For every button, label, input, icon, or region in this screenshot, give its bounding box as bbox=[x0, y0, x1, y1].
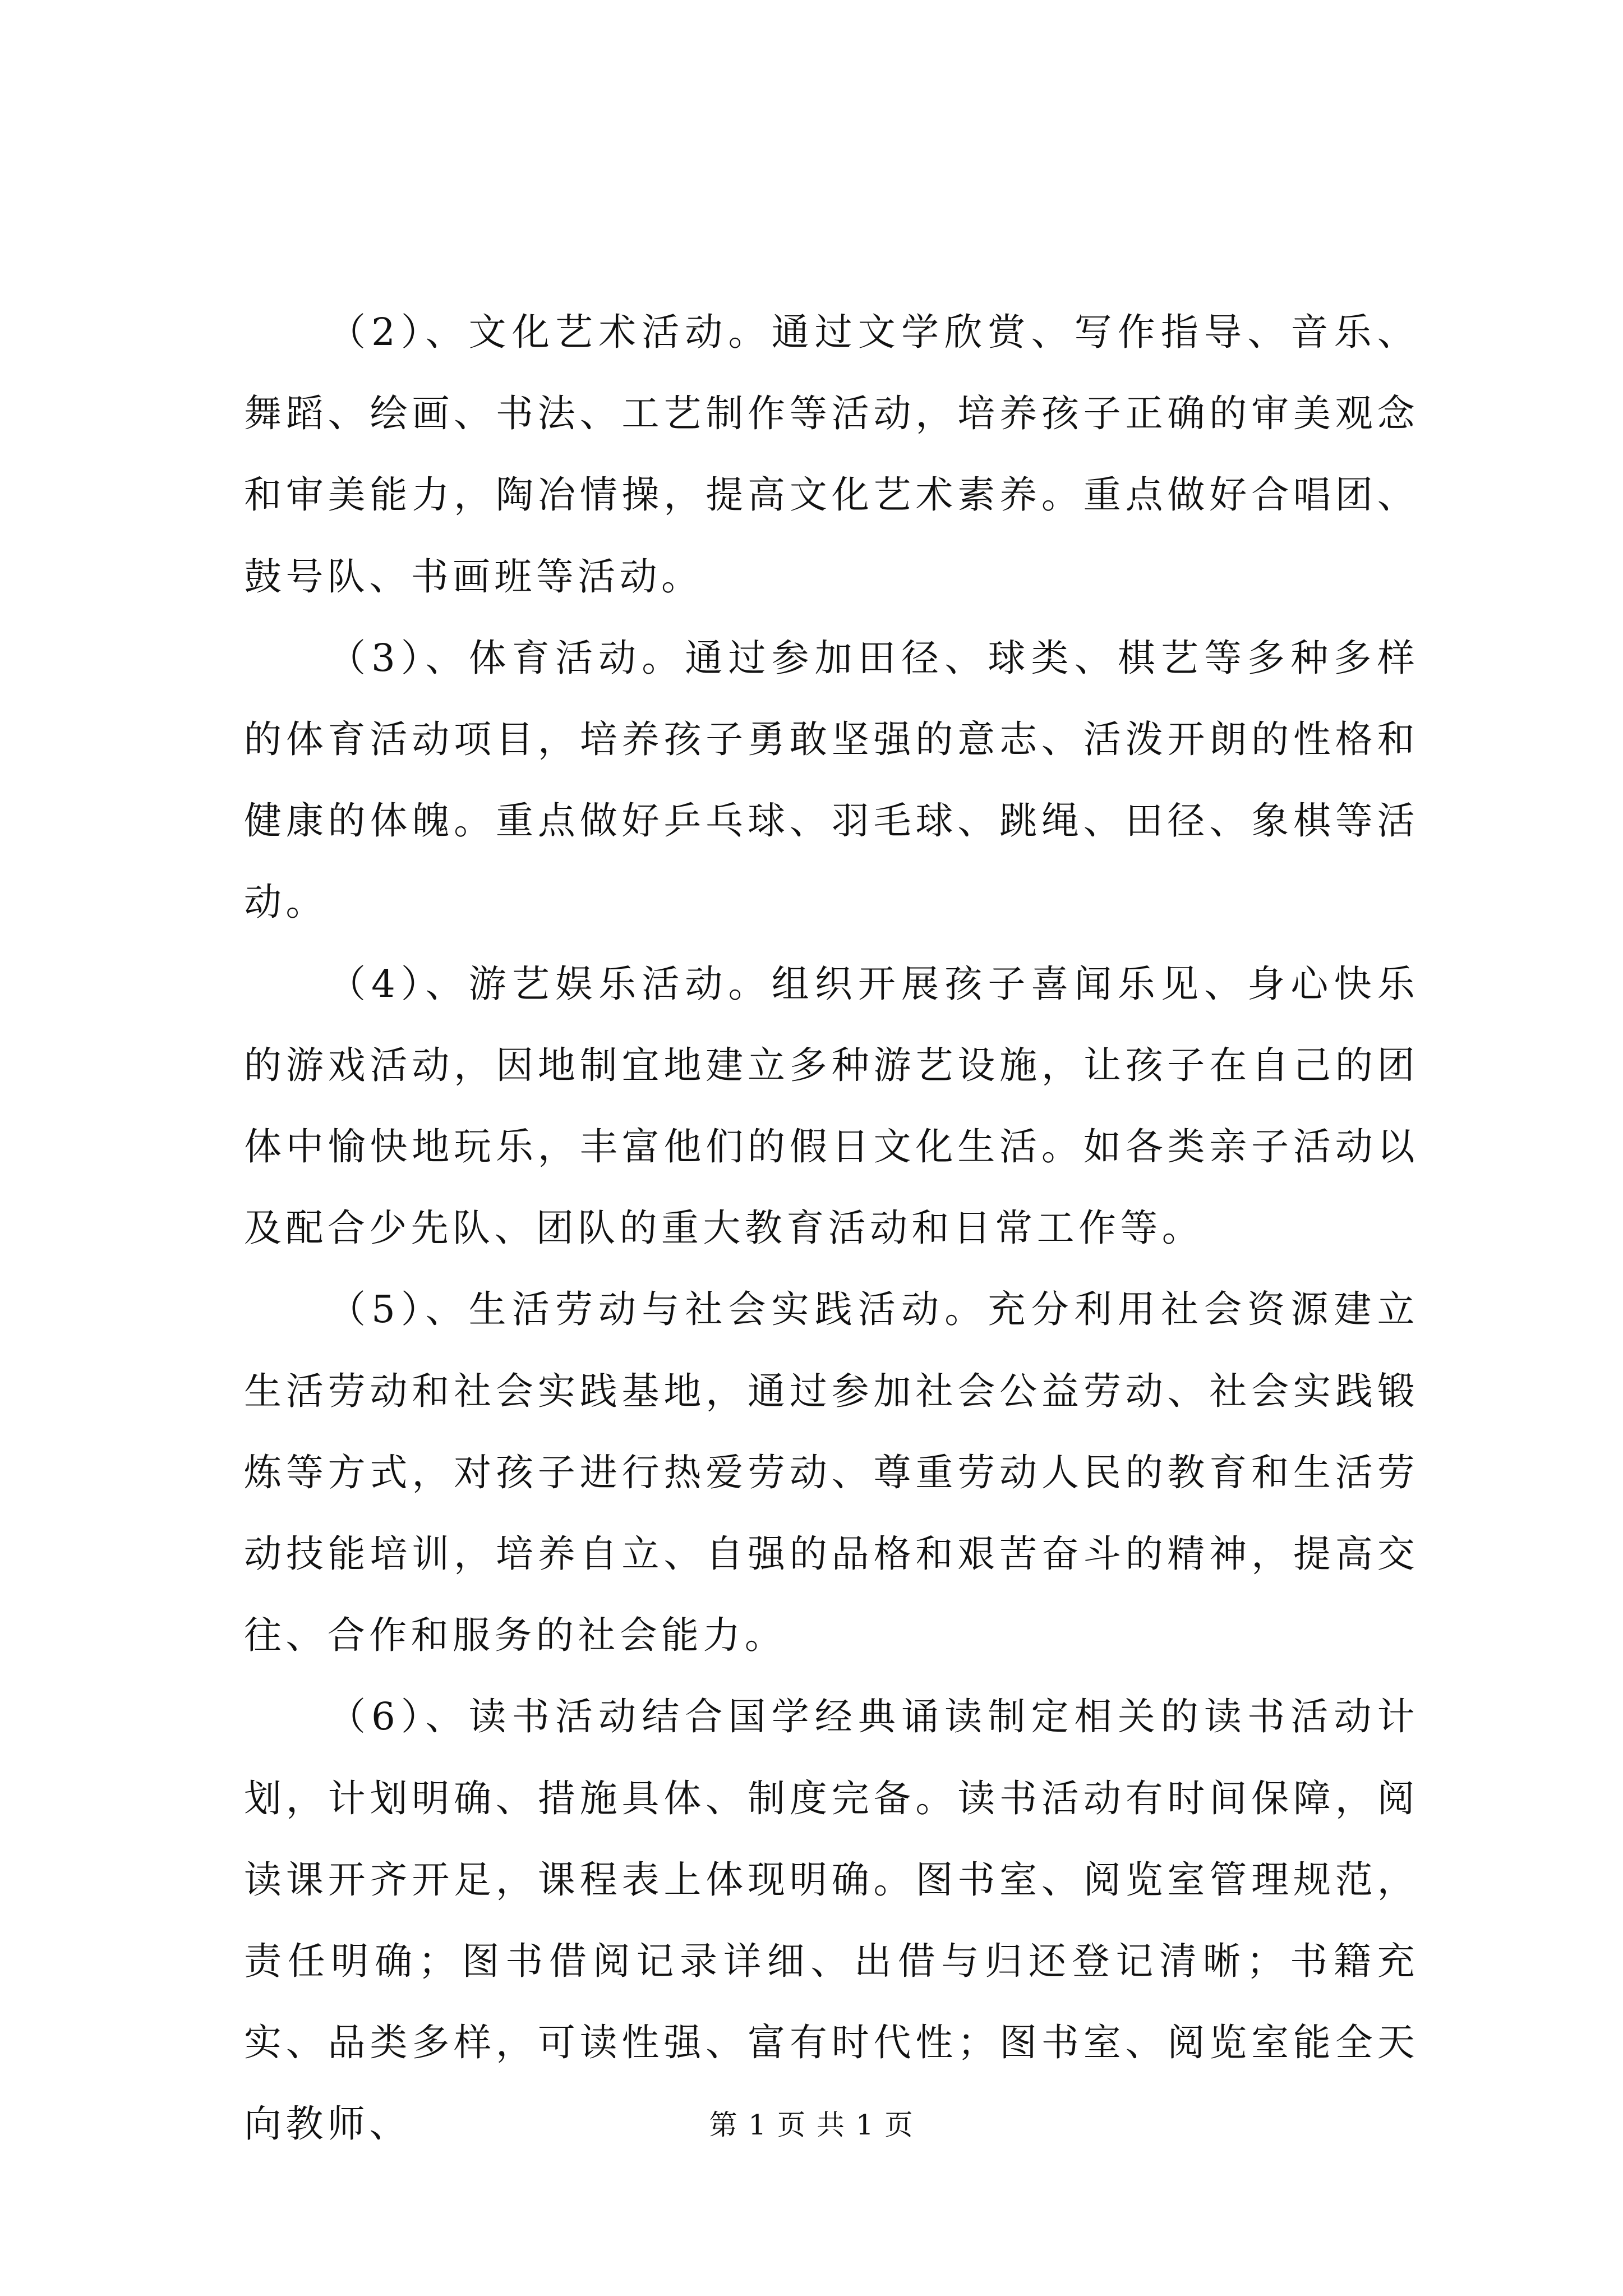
document-body bbox=[244, 292, 1419, 2165]
paragraph-labor-practice: （5）、生活劳动与社会实践活动。充分利用社会资源建立生活劳动和社会实践基地，通过参加社会公益劳动、社会实践锻炼等方式，对孩子进行热爱劳动、尊重劳动人民的教育和生活劳动技能培训，培养自立、自强的品格和艰苦奋斗的精神，提高交往、合作和服务的社会能力。 bbox=[244, 1287, 1419, 1658]
paragraph-sports: （3）、体育活动。通过参加田径、球类、棋艺等多种多样的体育活动项目，培养孩子勇敢坚强的意志、活泼开朗的性格和健康的体魄。重点做好乒乓球、羽毛球、跳绳、田径、象棋等活动。 bbox=[244, 636, 1419, 924]
page-footer: 第 1 页 共 1 页 bbox=[709, 2109, 914, 2141]
paragraph-recreation: （4）、游艺娱乐活动。组织开展孩子喜闻乐见、身心快乐的游戏活动，因地制宜地建立多种游艺设施，让孩子在自己的团体中愉快地玩乐，丰富他们的假日文化生活。如各类亲子活动以及配合少先队、团队的重大教育活动和日常工作等。 bbox=[244, 961, 1419, 1250]
paragraph-culture-arts: （2）、文化艺术活动。通过文学欣赏、写作指导、音乐、舞蹈、绘画、书法、工艺制作等活动，培养孩子正确的审美观念和审美能力，陶冶情操，提高文化艺术素养。重点做好合唱团、鼓号队、书画班等活动。 bbox=[244, 310, 1419, 599]
paragraph-reading: （6）、读书活动结合国学经典诵读制定相关的读书活动计划，计划明确、措施具体、制度完备。读书活动有时间保障，阅读课开齐开足，课程表上体现明确。图书室、阅览室管理规范，责任明确；图书借阅记录详细、出借与归还登记清晰；书籍充实、品类多样，可读性强、富有时代性；图书室、阅览室能全天向教师、 bbox=[244, 1695, 1419, 2146]
